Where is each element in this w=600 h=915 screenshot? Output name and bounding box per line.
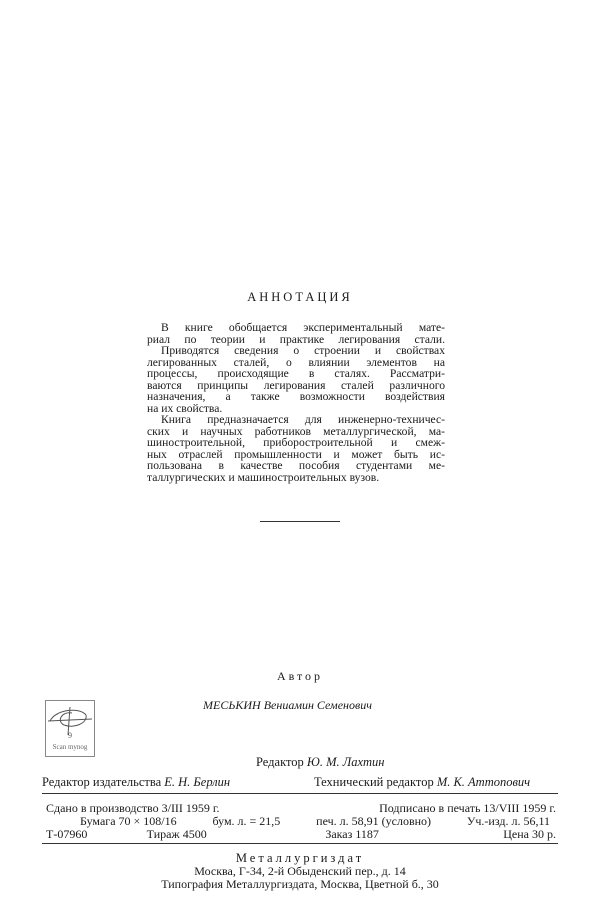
annotation-line: назначения, а также возможности воздействия bbox=[147, 390, 445, 403]
annotation-line: легированных сталей, о влиянии элементов на bbox=[147, 355, 445, 369]
annotation-line: процессы, происходящие в сталях. Рассматри- bbox=[147, 367, 445, 380]
editor-name: Ю. М. Лахтин bbox=[306, 755, 385, 769]
annotation-line: Книга предназначается для инженерно-техничес- bbox=[161, 413, 445, 426]
paper-sheets: бум. л. = 21,5 bbox=[212, 814, 281, 828]
author-label: Автор bbox=[276, 669, 324, 683]
publisher-editor-line bbox=[42, 775, 230, 790]
imprint-top-rule bbox=[42, 793, 558, 794]
publisher-editor-label: Редактор издательства bbox=[42, 775, 162, 789]
paper-format: Бумага 70 × 108/16 bbox=[80, 814, 177, 828]
publisher-editor-name: Е. Н. Берлин bbox=[164, 775, 231, 789]
catalog-code: Т-07960 bbox=[46, 827, 88, 841]
tech-editor-label: Технический редактор bbox=[314, 775, 434, 789]
printer-info: Типография Металлургиздата, Москва, Цветной б., 30 bbox=[161, 877, 439, 891]
annotation-line: на их свойства. bbox=[147, 401, 223, 415]
annotation-line: ных отраслей промышленности и может быть ис- bbox=[147, 447, 445, 461]
tech-editor-line bbox=[314, 775, 530, 790]
annotation-line: ских и научных работников металлургической, ма- bbox=[147, 424, 445, 438]
order-number: Заказ 1187 bbox=[325, 827, 379, 841]
scan-logo-text: Scan mynog bbox=[52, 743, 88, 751]
annotation-line: пользована в качестве пособия студентами ме- bbox=[147, 459, 445, 472]
signed-date: Подписано в печать 13/VIII 1959 г. bbox=[379, 801, 556, 815]
svg-text:9: 9 bbox=[68, 731, 72, 739]
annotation-line: риал по теории и практике легирования стали. bbox=[147, 332, 445, 346]
submitted-date: Сдано в производство 3/III 1959 г. bbox=[46, 801, 220, 815]
editor-label: Редактор bbox=[256, 755, 304, 769]
edu-sheets: Уч.-изд. л. 56,11 bbox=[466, 814, 550, 828]
print-run: Тираж 4500 bbox=[146, 827, 207, 841]
separator-rule bbox=[260, 521, 340, 522]
publisher-address: Москва, Г-34, 2-й Обыденский пер., д. 14 bbox=[194, 864, 406, 878]
publisher-name: Металлургиздат bbox=[235, 851, 365, 865]
editor-line bbox=[256, 755, 384, 770]
scan-logo-icon bbox=[46, 701, 94, 739]
annotation-line: Приводятся сведения о строении и свойствах bbox=[161, 344, 445, 357]
annotation-line: ваются принципы легирования сталей различного bbox=[147, 378, 445, 392]
imprint-bottom-rule bbox=[42, 843, 558, 844]
annotation-title: АННОТАЦИЯ bbox=[247, 290, 353, 304]
annotation-line: шиностроительной, приборостроительной и смеж- bbox=[147, 436, 445, 449]
scan-logo bbox=[45, 700, 95, 757]
imprint-row-codes bbox=[46, 828, 556, 841]
annotation-line: таллургических и машиностроительных вузов. bbox=[147, 470, 380, 484]
author-name: МЕСЬКИН Вениамин Семенович bbox=[203, 698, 372, 712]
price: Цена 30 р. bbox=[503, 827, 556, 841]
annotation-line: В книге обобщается экспериментальный мате- bbox=[161, 321, 445, 334]
print-sheets: печ. л. 58,91 (условно) bbox=[316, 814, 432, 828]
tech-editor-name: М. К. Аттопович bbox=[436, 775, 531, 789]
